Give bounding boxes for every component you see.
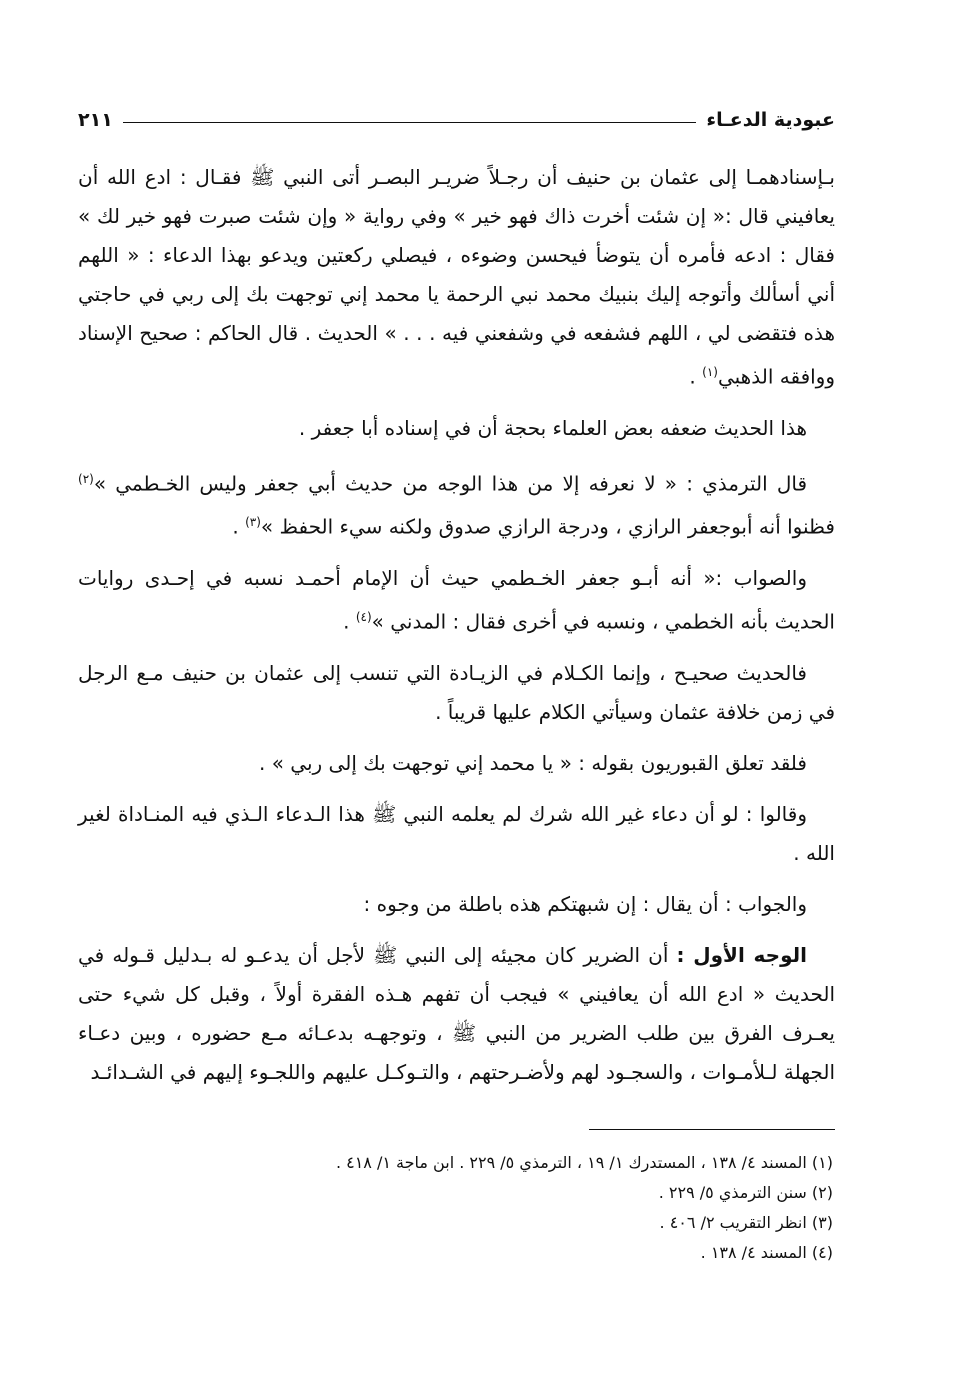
paragraph <box>78 744 835 783</box>
paragraph-text: فالحديث صحيـح ، وإنما الكـلام في الزيـادة التي تنسب إلى عثمان بن حنيف مـع الرجل في زمن خلافة عثمان وسيأتي الكلام عليها قريباً . <box>78 660 835 724</box>
paragraph-tail: . <box>689 364 703 389</box>
paragraph <box>78 936 835 1092</box>
paragraph-text: بـإسنادهمـا إلى عثمان بن حنيف أن رجـلاً ضريـر البصـر أتى النبي ﷺ فقـال : ادع الله أن يعافيني قال :« إن شئت أخرت ذاك فهو خير » وفي رواية « وإن شئت صبرت فهو خير لك » فقال : ادعه فأمره أن يتوضأ فيحسن وضوءه ، فيصلي ركعتين ويدعو بهذا الدعاء : « اللهم أني أسألك وأتوجه إليك بنبيك محمد نبي الرحمة يا محمد إني توجهت بك إلى ربي في حاجتي هذه فتقضى لي ، اللهم فشفعه في وشفعني فيه . . . » الحديث . قال الحاكم : صحيح الإسناد ووافقه الذهبي <box>78 165 835 389</box>
running-title: عبودية الدعـاء <box>706 109 835 131</box>
paragraph-text: والجواب : أن يقال : إن شبهتكم هذه باطلة من وجوه : <box>363 891 807 916</box>
paragraph-text: وقالوا : لو أن دعاء غير الله شرك لم يعلمه النبي ﷺ هذا الـدعاء الـذي فيه المنـاداة لغير الله . <box>78 801 835 865</box>
paragraph-text: فلقد تعلق القبوريون بقوله : « يا محمد إني توجهت بك إلى ربي » . <box>259 750 807 775</box>
footnotes <box>78 1148 833 1268</box>
paragraph <box>78 654 835 732</box>
running-header <box>78 100 835 140</box>
footnote-ref: (٣) <box>245 515 261 530</box>
footnote-rule <box>589 1129 835 1130</box>
page-body <box>78 100 835 1092</box>
paragraph <box>78 885 835 924</box>
paragraph-tail: . <box>343 609 356 634</box>
paragraph-tail: . <box>232 514 246 539</box>
paragraph <box>78 409 835 448</box>
footnote-ref: (١) <box>702 365 718 379</box>
paragraph-text: قال الترمذي : « لا نعرفه إلا من هذا الوجه من حديث أبي جعفر وليس الخـطمي » <box>93 471 807 496</box>
paragraph-text: فظنوا أنه أبوجعفر الرازي ، ودرجة الرازي صدوق ولكنه سيء الحفظ » <box>260 514 835 539</box>
footnote: (٢) سنن الترمذي ٥/ ٢٢٩ . <box>658 1183 833 1202</box>
paragraph <box>78 559 835 642</box>
footnote: (٣) انظر التقريب ٢/ ٤٠٦ . <box>659 1213 833 1232</box>
paragraph-text: والصواب :« أنه أبـو جعفر الخـطمي حيث أن الإمام أحمـد نسبه في إحـدى روايات الحديث بأنه الخطمي ، ونسبه في أخرى فقال : المدني » <box>78 565 835 634</box>
footnote-ref: (٤) <box>355 609 372 624</box>
header-rule <box>123 122 697 123</box>
page-number: ٢١١ <box>78 109 113 131</box>
paragraph <box>78 158 835 397</box>
section-lead: الوجه الأول : <box>676 942 807 967</box>
footnote: (١) المسند ٤/ ١٣٨ ، المستدرك ١/ ١٩ ، الترمذي ٥/ ٢٢٩ . ابن ماجة ١/ ٤١٨ . <box>335 1153 833 1172</box>
paragraph <box>78 795 835 873</box>
paragraph <box>78 460 835 547</box>
footnote: (٤) المسند ٤/ ١٣٨ . <box>700 1243 833 1262</box>
paragraph-text: هذا الحديث ضعفه بعض العلماء بحجة أن في إسناده أبا جعفر . <box>298 415 807 440</box>
footnote-ref: (٢) <box>78 471 94 486</box>
paragraph-text: أن الضرير كان مجيئه إلى النبي ﷺ لأجل أن يدعـو له بـدليل قـوله في الحديث « ادع الله أن يعافيني » فيجب أن تفهم هـذه الفقرة أولاً ، وقبل كل شيء حتى يعـرف الفرق بين طلب الضرير من النبي ﷺ ، وتوجهـه بدعـائه مـع حضوره ، وبين دعـاء الجهلة لـلأمـوات ، والسجـود لهم ولأضـرحتهم ، والتـوكـل عليهم واللجـوء إليهم في الشـدائـد <box>78 942 835 1084</box>
main-text <box>78 158 835 1092</box>
